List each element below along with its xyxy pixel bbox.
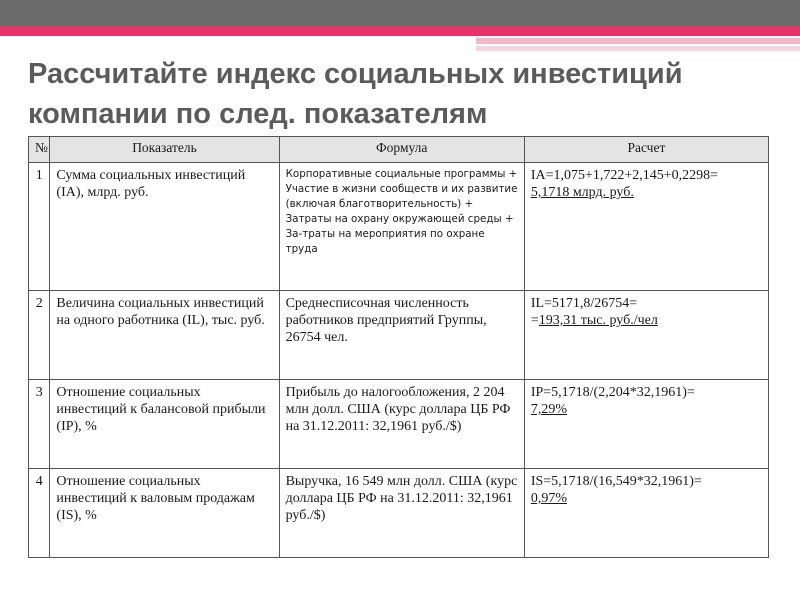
row-formula: Среднесписочная численность работников предприятий Группы, 26754 чел. [279, 291, 524, 380]
calc-expression: IL=5171,8/26754= [530, 296, 638, 311]
table-header-row [29, 137, 769, 163]
header-indicator: Показатель [50, 137, 279, 163]
slide-title-line2: компании по след. показателям [28, 98, 488, 130]
row-number: 1 [29, 163, 50, 291]
calc-result: 0,97% [530, 491, 567, 506]
row-formula: Выручка, 16 549 млн долл. США (курс доллара ЦБ РФ на 31.12.2011: 32,1961 руб./$) [279, 469, 524, 558]
calc-result: 5,1718 млрд. руб. [530, 185, 634, 200]
slide-title [28, 54, 788, 134]
indicators-table [28, 136, 769, 558]
row-indicator: Отношение социальных инвестиций к валовым продажам (IS), % [50, 469, 279, 558]
slide-top-bar [0, 0, 800, 26]
slide-accent-band [0, 26, 800, 36]
calc-result: 7,29% [530, 402, 567, 417]
row-number: 3 [29, 380, 50, 469]
table-row [29, 380, 769, 469]
row-calculation [524, 469, 768, 558]
slide-title-line1: Рассчитайте индекс социальных инвестиций [28, 58, 683, 90]
slide-accent-stripe-1 [476, 38, 800, 44]
header-formula: Формула [279, 137, 524, 163]
row-indicator: Сумма социальных инвестиций (IA), млрд. руб. [50, 163, 279, 291]
header-calculation: Расчет [524, 137, 768, 163]
row-number: 4 [29, 469, 50, 558]
row-formula: Корпоративные социальные программы + Участие в жизни сообществ и их развитие (включая благотворительность) + Затраты на охрану окружающей среды + За-траты на мероприятия по охране труда [279, 163, 524, 291]
calc-expression: IS=5,1718/(16,549*32,1961)= [530, 474, 702, 489]
row-indicator: Величина социальных инвестиций на одного работника (IL), тыс. руб. [50, 291, 279, 380]
row-calculation [524, 291, 768, 380]
row-number: 2 [29, 291, 50, 380]
header-number: № [29, 137, 50, 163]
row-indicator: Отношение социальных инвестиций к балансовой прибыли (IP), % [50, 380, 279, 469]
calc-result: 193,31 тыс. руб./чел [538, 313, 658, 328]
calc-expression: IP=5,1718/(2,204*32,1961)= [530, 385, 695, 400]
table-row [29, 469, 769, 558]
slide-accent-stripe-2 [476, 46, 800, 51]
row-calculation [524, 380, 768, 469]
row-calculation [524, 163, 768, 291]
table-row [29, 291, 769, 380]
calc-expression: IA=1,075+1,722+2,145+0,2298= [530, 168, 719, 183]
row-formula: Прибыль до налогообложения, 2 204 млн долл. США (курс доллара ЦБ РФ на 31.12.2011: 32,1961 руб./$) [279, 380, 524, 469]
calc-prefix: = [530, 313, 539, 328]
table-row [29, 163, 769, 291]
